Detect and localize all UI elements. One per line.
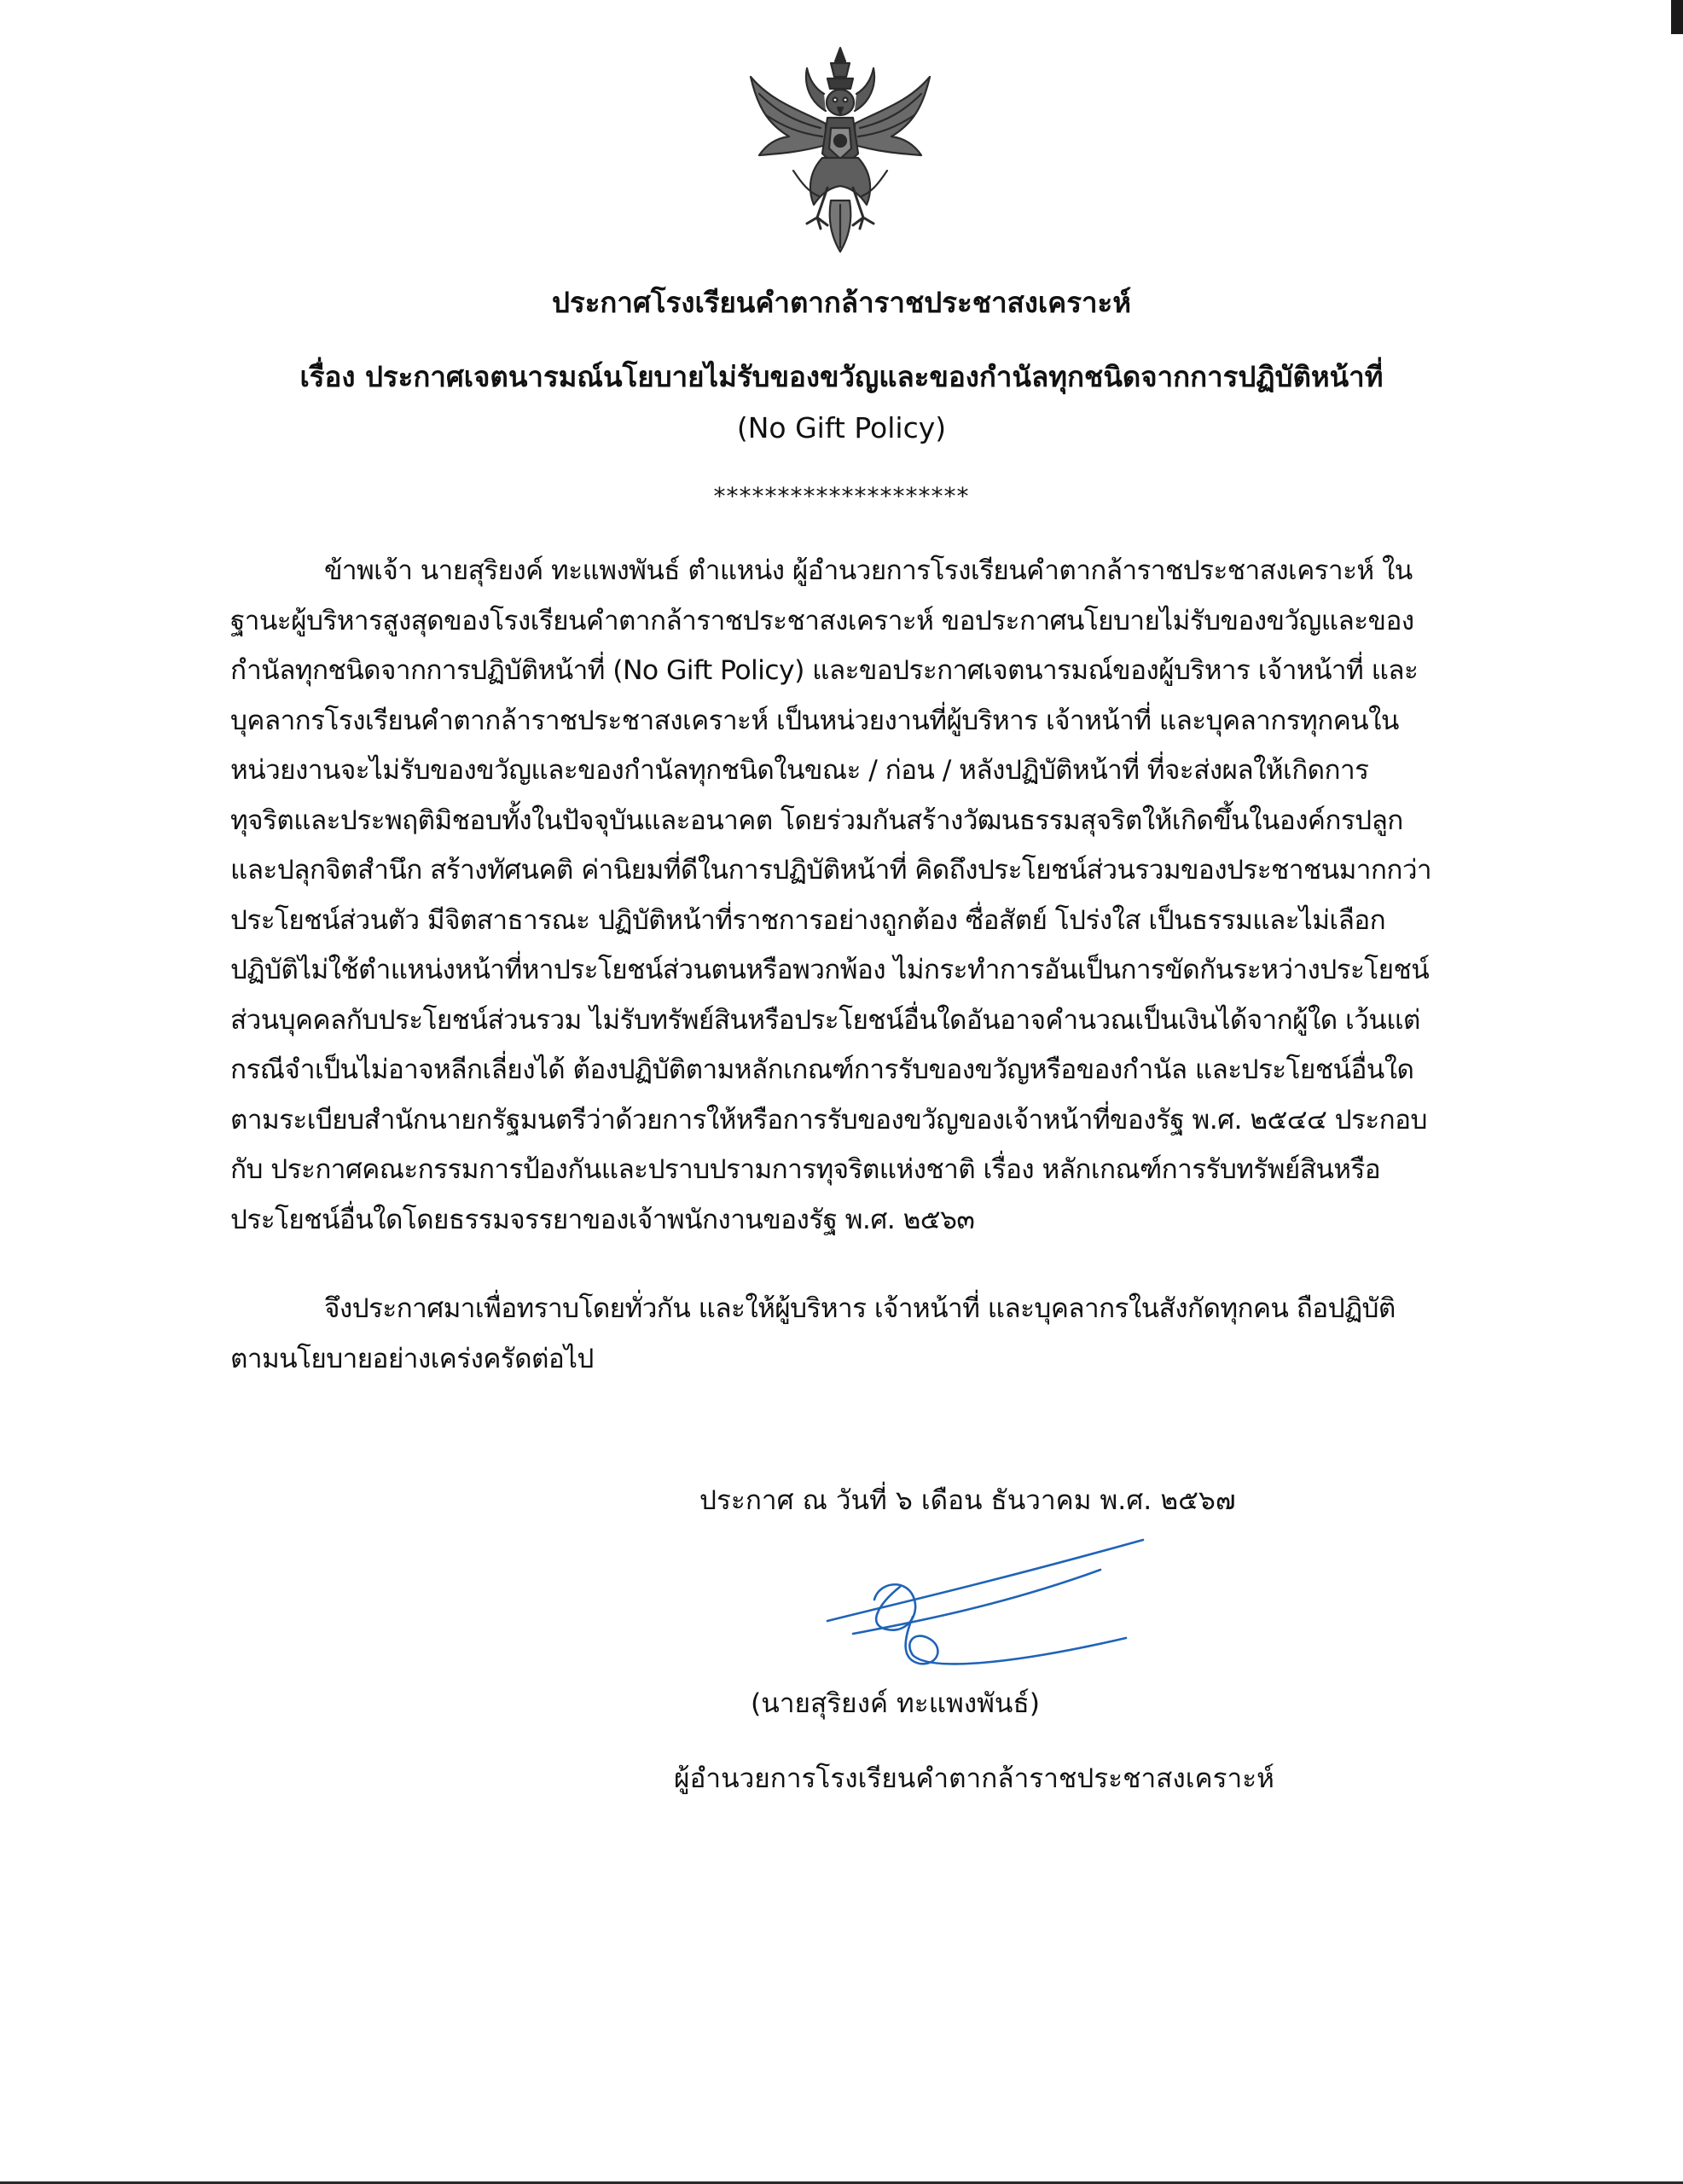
paragraph-line: บุคลากรโรงเรียนคำตากล้าราชประชาสงเคราะห์ เป็นหน่วยงานที่ผู้บริหาร เจ้าหน้าที่ และบุคลากรทุกคนใน (230, 705, 1399, 736)
paragraph-line: กับ ประกาศคณะกรรมการป้องกันและปราบปรามการทุจริตแห่งชาติ เรื่อง หลักเกณฑ์การรับทรัพย์สินหรือ (230, 1154, 1381, 1185)
paragraph-line: ตามนโยบายอย่างเคร่งครัดต่อไป (230, 1343, 594, 1374)
garuda-emblem-icon (742, 43, 938, 256)
announcement-subject: เรื่อง ประกาศเจตนารมณ์นโยบายไม่รับของขวัญและของกำนัลทุกชนิดจากการปฏิบัติหน้าที่ (299, 360, 1384, 393)
paragraph-line: ตามระเบียบสำนักนายกรัฐมนตรีว่าด้วยการให้หรือการรับของขวัญของเจ้าหน้าที่ของรัฐ พ.ศ. ๒๕๔๔ ประกอบ (230, 1104, 1427, 1136)
paragraph-line: จึงประกาศมาเพื่อทราบโดยทั่วกัน และให้ผู้บริหาร เจ้าหน้าที่ และบุคลากรในสังกัดทุกคน ถือปฏิบัติ (324, 1293, 1396, 1324)
paragraph-line: หน่วยงานจะไม่รับของขวัญและของกำนัลทุกชนิดในขณะ / ก่อน / หลังปฏิบัติหน้าที่ ที่จะส่งผลให้เกิดการ (230, 755, 1369, 786)
paragraph-line: ปฏิบัติไม่ใช้ตำแหน่งหน้าที่หาประโยชน์ส่วนตนหรือพวกพ้อง ไม่กระทำการอันเป็นการขัดกันระหว่างประโยชน์ (230, 955, 1430, 985)
body-paragraph-1 (230, 546, 1432, 1245)
paragraph-line: ฐานะผู้บริหารสูงสุดของโรงเรียนคำตากล้าราชประชาสงเคราะห์ ขอประกาศนโยบายไม่รับของขวัญและของ (230, 605, 1414, 636)
paragraph-line: ทุจริตและประพฤติมิชอบทั้งในปัจจุบันและอนาคต โดยร่วมกันสร้างวัฒนธรรมสุจริตให้เกิดขึ้นในองค์กรปลูก (230, 804, 1403, 836)
separator-stars: ******************** (713, 482, 970, 510)
paragraph-line: กรณีจำเป็นไม่อาจหลีกเลี่ยงได้ ต้องปฏิบัติตามหลักเกณฑ์การรับของขวัญหรือของกำนัล และประโยชน์อื่นใด (230, 1054, 1414, 1085)
handwritten-signature-icon (819, 1536, 1152, 1681)
paragraph-line: กำนัลทุกชนิดจากการปฏิบัติหน้าที่ (No Gift Policy) และขอประกาศเจตนารมณ์ของผู้บริหาร เจ้าหน้าที่ และ (230, 655, 1419, 686)
announcement-title: ประกาศโรงเรียนคำตากล้าราชประชาสงเคราะห์ (552, 286, 1131, 319)
signer-position: ผู้อำนวยการโรงเรียนคำตากล้าราชประชาสงเคราะห์ (674, 1763, 1274, 1794)
scan-edge-mark (1671, 0, 1683, 34)
paragraph-line: และปลุกจิตสำนึก สร้างทัศนคติ ค่านิยมที่ดีในการปฏิบัติหน้าที่ คิดถึงประโยชน์ส่วนรวมของประชาชนมากกว่า (230, 855, 1432, 886)
body-paragraph-2 (230, 1284, 1425, 1384)
paragraph-line: ส่วนบุคคลกับประโยชน์ส่วนรวม ไม่รับทรัพย์สินหรือประโยชน์อื่นใดอันอาจคำนวณเป็นเงินได้จากผู้ใด เว้นแต่ (230, 1004, 1420, 1036)
paragraph-line: ข้าพเจ้า นายสุริยงค์ ทะแพงพันธ์ ตำแหน่ง ผู้อำนวยการโรงเรียนคำตากล้าราชประชาสงเคราะห์ ใน (324, 555, 1413, 586)
announcement-date: ประกาศ ณ วันที่ ๖ เดือน ธันวาคม พ.ศ. ๒๕๖๗ (699, 1485, 1236, 1516)
announcement-subject-en: (No Gift Policy) (736, 411, 947, 444)
signer-name: (นายสุริยงค์ ทะแพงพันธ์) (751, 1688, 1040, 1719)
paragraph-line: ประโยชน์อื่นใดโดยธรรมจรรยาของเจ้าพนักงานของรัฐ พ.ศ. ๒๕๖๓ (230, 1204, 975, 1235)
paragraph-line: ประโยชน์ส่วนตัว มีจิตสาธารณะ ปฏิบัติหน้าที่ราชการอย่างถูกต้อง ซื่อสัตย์ โปร่งใส เป็นธรรมและไม่เลือก (230, 904, 1386, 936)
